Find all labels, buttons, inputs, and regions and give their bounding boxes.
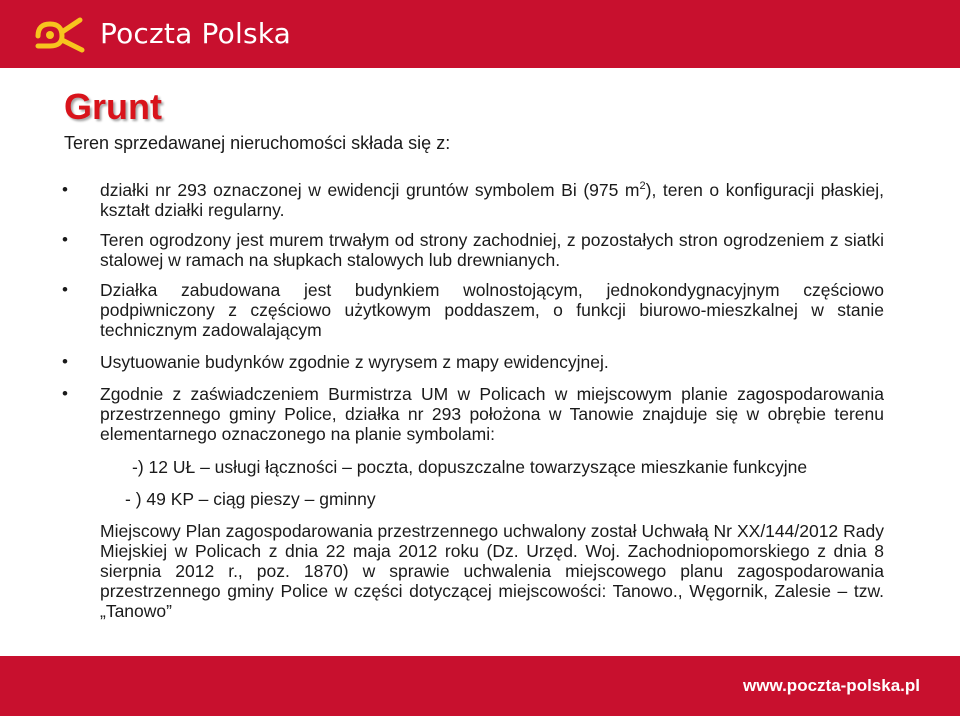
website-url: www.poczta-polska.pl [743, 676, 920, 695]
header-bar [0, 0, 960, 68]
bullet-zoning: • Zgodnie z zaświadczeniem Burmistrza UM w Policach w miejscowym planie zagospodarowania przestrzennego gminy Police, działka nr 293 położona w Tanowie znajduje się w obrębie terenu elementarnego oznaczonego na planie symbolami: [62, 384, 884, 444]
zoning-symbol-12ul: -) 12 UŁ – usługi łączności – poczta, dopuszczalne towarzyszące mieszkanie funkcyjne [132, 457, 808, 477]
slide-body [62, 180, 884, 621]
bullet-building: • Działka zabudowana jest budynkiem wolnostojącym, jednokondygnacyjnym częściowo podpiwniczony z częściowo użytkowym poddaszem, o funkcji biurowo-mieszkalnej w stanie technicznym zadowalającym [62, 280, 884, 340]
bullet-text: działki nr 293 oznaczonej w ewidencji gruntów symbolem Bi (975 m [100, 180, 640, 200]
footer-bar [0, 656, 960, 716]
slide-title: Grunt [64, 86, 162, 127]
brand-logo [28, 10, 291, 56]
closing-paragraph: Miejscowy Plan zagospodarowania przestrzennego uchwalony został Uchwałą Nr XX/144/2012 Rady Miejskiej w Policach z dnia 22 maja 2012 roku (Dz. Urzęd. Woj. Zachodniopomorskiego z dnia 8 sierpnia 2012 r., poz. 1870) w sprawie uchwalenia miejscowego planu zagospodarowania przestrzennego gminy Police w części dotyczącej miejscowości: Tanowo., Węgornik, Zalesie – tzw. „Tanowo” [100, 521, 884, 621]
brand-name: Poczta Polska [100, 16, 292, 50]
superscript-2: 2 [639, 180, 646, 193]
bullet-plot-description [62, 180, 884, 220]
poczta-horn-icon [28, 10, 88, 56]
intro-text: Teren sprzedawanej nieruchomości składa się z: [64, 133, 451, 153]
bullet-fencing: • Teren ogrodzony jest murem trwałym od strony zachodniej, z pozostałych stron ogrodzeniem z siatki stalowej w ramach na słupkach stalowych lub drewnianych. [62, 230, 884, 270]
zoning-symbol-49kp: - ) 49 KP – ciąg pieszy – gminny [125, 489, 376, 509]
bullet-location: • Usytuowanie budynków zgodnie z wyrysem z mapy ewidencyjnej. [62, 352, 884, 372]
bullet-text: ), teren o konfiguracji płaskiej, kształt działki regularny. [100, 180, 885, 220]
